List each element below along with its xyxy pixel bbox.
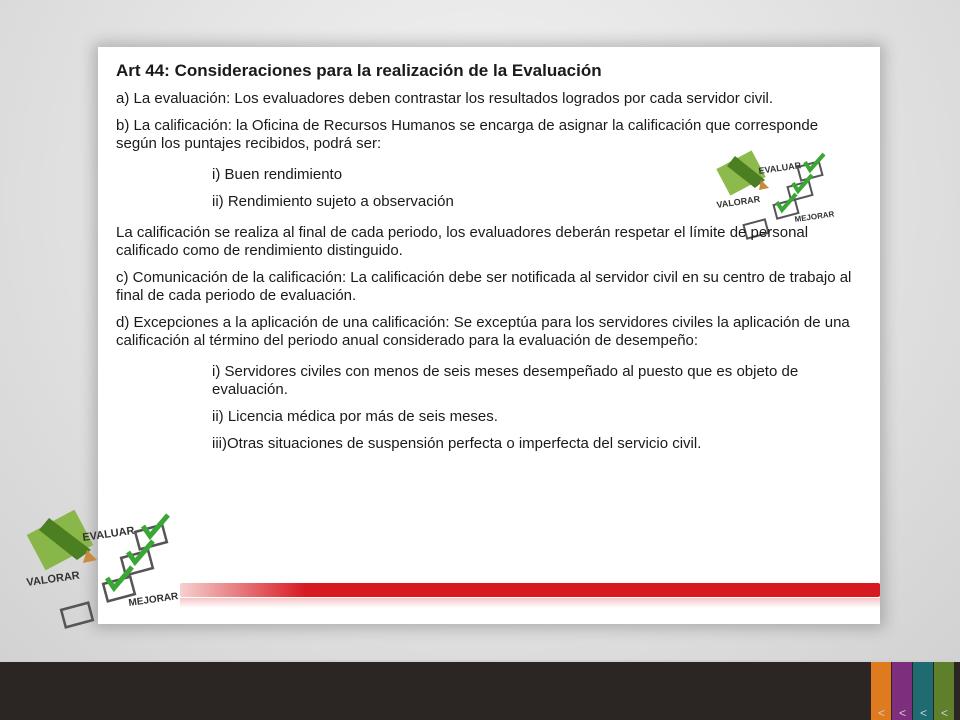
nav-back-icon[interactable]: < <box>878 706 886 720</box>
footer-bar <box>0 662 960 720</box>
red-accent-band <box>180 583 880 597</box>
label-mejorar-small: MEJORAR <box>794 209 835 224</box>
paragraph-b: b) La calificación: la Oficina de Recursos Humanos se encarga de asignar la calificación que corresponde según los puntajes recibidos, podrá ser: <box>116 117 819 152</box>
label-valorar-small: VALORAR <box>715 193 761 210</box>
list-item-d-i: i) Servidores civiles con menos de seis meses desempeñado al puesto que es objeto de evaluación. <box>212 363 799 398</box>
nav-back-icon[interactable]: < <box>941 706 949 720</box>
label-evaluar-large: EVALUAR <box>81 524 136 544</box>
paragraph-note: La calificación se realiza al final de cada periodo, los evaluadores deberán respetar el límite de personal calificado como de rendimiento distinguido. <box>116 224 809 259</box>
nav-back-icon[interactable]: < <box>899 706 907 720</box>
slide-title: Art 44: Consideraciones para la realización de la Evaluación <box>116 61 602 80</box>
list-item-d-iii: iii)Otras situaciones de suspensión perfecta o imperfecta del servicio civil. <box>212 435 702 452</box>
list-item-b-i: i) Buen rendimiento <box>212 166 343 183</box>
checklist-illustration-large <box>27 510 168 627</box>
label-valorar-large: VALORAR <box>25 569 81 589</box>
paragraph-d: d) Excepciones a la aplicación de una calificación: Se exceptúa para los servidores civiles la aplicación de una calificación al término del periodo anual considerado para la evaluación de desempeño: <box>116 314 850 349</box>
nav-back-icon[interactable]: < <box>920 706 928 720</box>
checklist-graphic-large <box>25 510 190 640</box>
list-item-d-ii: ii) Licencia médica por más de seis meses. <box>212 408 498 425</box>
label-mejorar-large: MEJORAR <box>127 591 179 609</box>
paragraph-a: a) La evaluación: Los evaluadores deben contrastar los resultados logrados por cada servidor civil. <box>116 90 774 107</box>
list-item-b-ii: ii) Rendimiento sujeto a observación <box>212 193 454 210</box>
paragraph-c: c) Comunicación de la calificación: La calificación debe ser notificada al servidor civil en su centro de trabajo al final de cada periodo de evaluación. <box>116 269 852 304</box>
label-evaluar-small: EVALUAR <box>757 160 802 176</box>
slide-content <box>116 60 861 462</box>
